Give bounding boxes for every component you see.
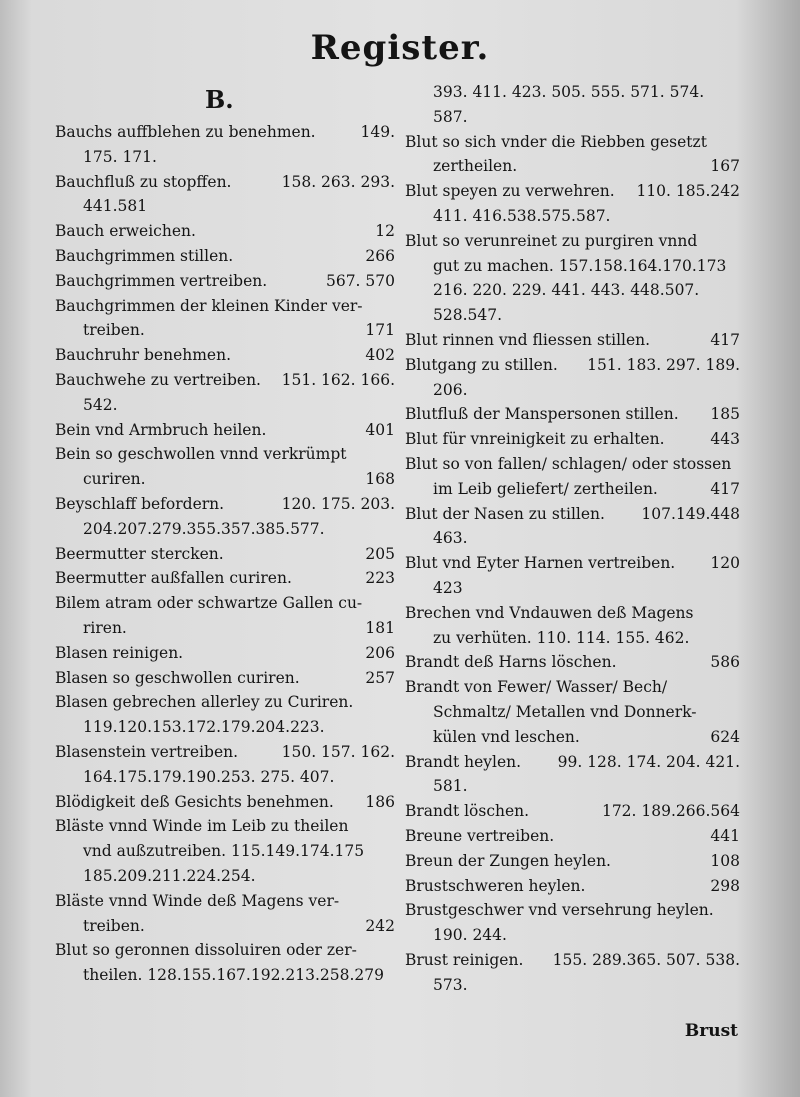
entry-pages: 567. 570 [325, 271, 395, 290]
index-entry [55, 294, 395, 344]
entry-pages: 223 [365, 569, 395, 588]
entry-continuation: 185.209.211.224.254. [83, 866, 256, 885]
index-entry [55, 492, 395, 542]
entry-pages: 186 [365, 792, 395, 811]
entry-text: Breun der Zungen heylen. [405, 851, 611, 870]
entry-pages: 298 [710, 876, 740, 895]
entry-line [55, 591, 395, 616]
index-entry [55, 244, 395, 269]
entry-line [405, 179, 740, 204]
entry-line [405, 229, 740, 254]
entry-line [55, 814, 395, 839]
entry-line [405, 650, 740, 675]
catchword: Brust [684, 1021, 738, 1041]
page-title: Register. [310, 28, 490, 68]
entry-pages: 624 [710, 727, 740, 746]
entry-continuation: 411. 416.538.575.587. [433, 206, 611, 225]
entry-pages: 171 [365, 321, 395, 340]
entry-continuation [405, 725, 740, 750]
entry-continuation: 587. [433, 107, 468, 126]
index-entry [55, 889, 395, 939]
index-entry [405, 874, 740, 899]
index-entry [405, 229, 740, 328]
entry-line [55, 170, 395, 195]
entry-pages: 443 [710, 430, 740, 449]
entry-text: Bilem atram oder schwartze Gallen cu- [55, 594, 363, 613]
entry-line [405, 353, 740, 378]
entry-line [55, 542, 395, 567]
entry-text: Blasen so geschwollen curiren. [55, 668, 300, 687]
entry-text: Blut der Nasen zu stillen. [405, 504, 605, 523]
index-entry [55, 269, 395, 294]
entry-line [55, 641, 395, 666]
entry-text: zertheilen. [433, 157, 518, 176]
entry-text: im Leib geliefert/ zertheilen. [433, 479, 658, 498]
index-entry [55, 170, 395, 220]
index-entry [405, 849, 740, 874]
entry-line [405, 551, 740, 576]
entry-line [405, 502, 740, 527]
index-entry [405, 427, 740, 452]
index-entry [405, 179, 740, 229]
entry-text: Blasen reinigen. [55, 643, 184, 662]
entry-line [55, 790, 395, 815]
entry-continuation: Schmaltz/ Metallen vnd Donnerk- [433, 702, 697, 721]
left-column [55, 80, 395, 988]
entry-text: Bauchgrimmen stillen. [55, 246, 234, 265]
entry-continuation: 216. 220. 229. 441. 443. 448.507. [433, 281, 700, 300]
entry-pages: 206 [365, 643, 395, 662]
entry-line [405, 874, 740, 899]
entry-line [55, 740, 395, 765]
entry-line [55, 418, 395, 443]
right-entry-list [405, 130, 740, 998]
index-entry [55, 566, 395, 591]
entry-pages: 99. 128. 174. 204. 421. [557, 752, 740, 771]
entry-continuation: theilen. 128.155.167.192.213.258.279 [83, 966, 384, 985]
entry-text: Bein so geschwollen vnnd verkrümpt [55, 445, 347, 464]
entry-pages: 107.149.448 [641, 504, 740, 523]
entry-continuation [55, 467, 395, 492]
entry-continuation: 190. 244. [433, 926, 507, 945]
entry-pages: 205 [365, 544, 395, 563]
carried-over-pages [405, 80, 740, 130]
index-entry [55, 368, 395, 418]
index-entry [55, 938, 395, 988]
index-entry [55, 442, 395, 492]
index-entry [55, 814, 395, 888]
entry-text: Bauch erweichen. [55, 222, 196, 241]
entry-line [55, 120, 395, 145]
entry-line [55, 666, 395, 691]
entry-text: Bauchgrimmen vertreiben. [55, 271, 268, 290]
entry-line [405, 601, 740, 626]
index-entry [405, 799, 740, 824]
entry-line [55, 269, 395, 294]
entry-line [405, 898, 740, 923]
entry-continuation: zu verhüten. 110. 114. 155. 462. [433, 628, 690, 647]
index-entry [55, 219, 395, 244]
entry-line [55, 566, 395, 591]
entry-text: Blasenstein vertreiben. [55, 742, 239, 761]
entry-text: Blut speyen zu verwehren. [405, 182, 615, 201]
entry-pages: 441 [710, 826, 740, 845]
entry-pages: 167 [710, 157, 740, 176]
entry-line [405, 799, 740, 824]
entry-continuation [55, 616, 395, 641]
entry-continuation: 441.581 [83, 197, 148, 216]
entry-text: Bauchwehe zu vertreiben. [55, 370, 261, 389]
index-entry [55, 790, 395, 815]
entry-pages: 149. [360, 123, 395, 141]
index-entry [405, 551, 740, 601]
index-entry [55, 591, 395, 641]
right-column [405, 80, 740, 997]
entry-pages: 242 [365, 916, 395, 935]
entry-continuation: 204.207.279.355.357.385.577. [83, 519, 325, 538]
entry-continuation: 206. [433, 380, 468, 399]
entry-line [55, 889, 395, 914]
entry-line [55, 294, 395, 319]
entry-line [55, 368, 395, 393]
entry-continuation: 528.547. [433, 306, 503, 325]
index-entry [55, 641, 395, 666]
index-entry [405, 650, 740, 675]
index-entry [55, 343, 395, 368]
index-entry [405, 948, 740, 998]
entry-line [405, 675, 740, 700]
index-entry [405, 675, 740, 749]
entry-pages: 110. 185.242 [636, 182, 740, 201]
entry-line [405, 849, 740, 874]
entry-text: Blutfluß der Manspersonen stillen. [405, 405, 679, 424]
entry-pages: 155. 289.365. 507. 538. [552, 950, 740, 969]
index-entry [55, 740, 395, 790]
entry-text: curiren. [83, 470, 146, 489]
index-entry [405, 130, 740, 180]
entry-line [405, 452, 740, 477]
entry-text: külen vnd leschen. [433, 727, 580, 746]
entry-continuation: 119.120.153.172.179.204.223. [83, 718, 325, 737]
entry-pages: 108 [710, 851, 740, 870]
entry-text: Bauchruhr benehmen. [55, 346, 232, 365]
entry-line [405, 402, 740, 427]
entry-pages: 168 [365, 470, 395, 489]
entry-line [55, 343, 395, 368]
entry-text: Bläste vnnd Winde im Leib zu theilen [55, 817, 349, 836]
entry-text: Bauchs auffblehen zu benehmen. [55, 123, 316, 141]
entry-continuation: 164.175.179.190.253. 275. 407. [83, 767, 335, 786]
entry-pages: 151. 162. 166. [281, 370, 395, 389]
entry-pages: 120 [710, 554, 740, 573]
entry-text: Brustschweren heylen. [405, 876, 586, 895]
entry-pages: 185 [710, 405, 740, 424]
entry-continuation: gut zu machen. 157.158.164.170.173 [433, 256, 727, 275]
entry-text: Beyschlaff befordern. [55, 494, 225, 513]
entry-text: Brust reinigen. [405, 950, 524, 969]
entry-continuation: 542. [83, 395, 118, 414]
entry-line [405, 750, 740, 775]
index-entry [55, 418, 395, 443]
entry-text: Beermutter außfallen curiren. [55, 569, 292, 588]
entry-text: Bauchgrimmen der kleinen Kinder ver- [55, 296, 363, 315]
entry-text: Brandt von Fewer/ Wasser/ Bech/ [405, 678, 668, 697]
index-entry [55, 542, 395, 567]
entry-line [55, 244, 395, 269]
entry-line [55, 690, 395, 715]
entry-pages: 266 [365, 246, 395, 265]
entry-continuation: 175. 171. [83, 147, 157, 166]
entry-text: treiben. [83, 916, 145, 935]
entry-text: Brandt heylen. [405, 752, 522, 771]
entry-line [55, 938, 395, 963]
entry-continuation: 393. 411. 423. 505. 555. 571. 574. [433, 83, 705, 101]
entry-line [405, 130, 740, 155]
index-entry [405, 750, 740, 800]
index-entry [405, 601, 740, 651]
entry-text: Blut so sich vnder die Riebben gesetzt [405, 132, 707, 151]
index-entry [55, 690, 395, 740]
entry-text: Blut für vnreinigkeit zu erhalten. [405, 430, 665, 449]
entry-pages: 172. 189.266.564 [601, 802, 740, 821]
index-entry [405, 452, 740, 502]
entry-pages: 417 [710, 330, 740, 349]
entry-pages: 586 [710, 653, 740, 672]
entry-continuation [55, 318, 395, 343]
entry-text: Brandt deß Harns löschen. [405, 653, 617, 672]
entry-pages: 120. 175. 203. [281, 494, 395, 513]
entry-pages: 12 [375, 222, 395, 241]
entry-text: Bein vnd Armbruch heilen. [55, 420, 267, 439]
entry-line [405, 427, 740, 452]
entry-text: treiben. [83, 321, 145, 340]
entry-text: Beermutter stercken. [55, 544, 224, 563]
entry-pages: 401 [365, 420, 395, 439]
entry-text: Blutgang zu stillen. [405, 355, 558, 374]
entry-pages: 158. 263. 293. [281, 172, 395, 191]
index-entry [55, 120, 395, 170]
entry-text: Blut so geronnen dissoluiren oder zer- [55, 941, 357, 960]
index-entry [405, 353, 740, 403]
entry-text: Blut rinnen vnd fliessen stillen. [405, 330, 651, 349]
entry-line [405, 948, 740, 973]
entry-continuation: 573. [433, 975, 468, 994]
section-letter: B. [205, 85, 234, 114]
entry-pages: 417 [710, 479, 740, 498]
entry-text: Bläste vnnd Winde deß Magens ver- [55, 891, 340, 910]
entry-text: Brandt löschen. [405, 802, 530, 821]
entry-pages: 150. 157. 162. [281, 742, 395, 761]
index-entry [405, 502, 740, 552]
entry-line [405, 824, 740, 849]
index-entry [405, 402, 740, 427]
entry-text: Blut vnd Eyter Harnen vertreiben. [405, 554, 676, 573]
entry-text: Blut so verunreinet zu purgiren vnnd [405, 231, 698, 250]
entry-line [405, 328, 740, 353]
entry-pages: 151. 183. 297. 189. [587, 355, 740, 374]
entry-text: Blödigkeit deß Gesichts benehmen. [55, 792, 334, 811]
entry-text: riren. [83, 618, 127, 637]
entry-text: Bauchfluß zu stopffen. [55, 172, 232, 191]
index-entry [405, 824, 740, 849]
index-entry [405, 898, 740, 948]
index-entry [55, 666, 395, 691]
entry-text: Blut so von fallen/ schlagen/ oder stossen [405, 454, 732, 473]
entry-text: Blasen gebrechen allerley zu Curiren. [55, 693, 354, 712]
entry-line [55, 219, 395, 244]
entry-pages: 402 [365, 346, 395, 365]
entry-continuation: 463. [433, 529, 468, 548]
entry-continuation [405, 154, 740, 179]
entry-pages: 257 [365, 668, 395, 687]
entry-text: Brechen vnd Vndauwen deß Magens [405, 603, 694, 622]
entry-text: Brustgeschwer vnd versehrung heylen. [405, 901, 714, 920]
entry-continuation [55, 914, 395, 939]
entry-pages: 181 [365, 618, 395, 637]
entry-text: Breune vertreiben. [405, 826, 555, 845]
entry-line [55, 442, 395, 467]
entry-continuation: vnd außzutreiben. 115.149.174.175 [83, 842, 365, 861]
index-entry [405, 328, 740, 353]
entry-line [55, 492, 395, 517]
entry-continuation [405, 477, 740, 502]
entry-continuation: 581. [433, 777, 468, 796]
entry-continuation: 423 [433, 578, 463, 597]
left-entry-list [55, 120, 395, 988]
